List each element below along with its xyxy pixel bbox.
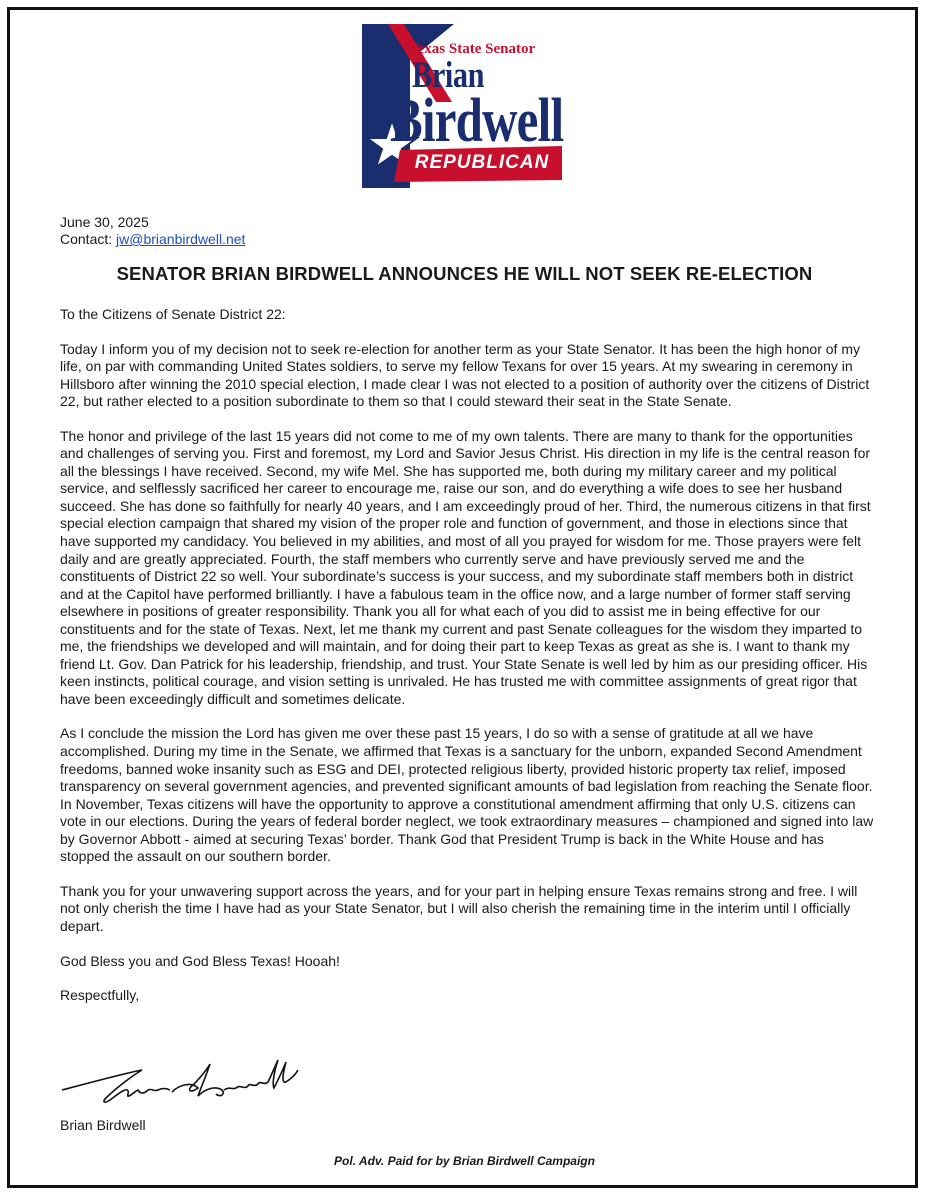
blessing: God Bless you and God Bless Texas! Hooah! [60,952,340,969]
contact-line [60,231,245,248]
release-date: June 30, 2025 [60,214,149,230]
paragraph-2: The honor and privilege of the last 15 years did not come to me of my own talents. There are many to thank for the opportunities and challenges of serving you. First and foremost, my Lord and Savior Jesus Christ. His direction in my life is the central reason for all the blessings I have received. Second, my wife Mel. She has supported me, both during my military career and my political service, and selflessly sacrificed her career to encourage me, raise our son, and do everything a wife does to see her husband succeed. She has done so faithfully for nearly 40 years, and I am exceedingly proud of her. Third, the numerous citizens in that first special election campaign that shared my vision of the proper role and function of government, and those in elections since that have supported my candidacy. You believed in my abilities, and most of all you prayed for wisdom for me. Those prayers were felt daily and are greatly appreciated. Fourth, the staff members who currently serve and have previously served me and the constituents of District 22 so well. Your subordinate’s success is your success, and my subordinate staff members both in district and at the Capitol have performed brilliantly. I have a fabulous team in the office now, and a large number of former staff serving elsewhere in positions of greater responsibility. Thank you all for what each of you did to assist me in being effective for our constituents and for the state of Texas. Next, let me thank my current and past Senate colleagues for the wisdom they imparted to me, the friendships we developed and will maintain, and for doing their part to keep Texas as great as she is. I want to thank my friend Lt. Gov. Dan Patrick for his leadership, friendship, and trust. Your State Senate is well led by him as our presiding officer. His keen instincts, political courage, and vision setting is unrivaled. He has trusted me with committee assignments of great rigor that have been exceedingly difficult and sometimes delicate. [60,427,871,707]
closing: Respectfully, [60,987,140,1004]
headline: SENATOR BRIAN BIRDWELL ANNOUNCES HE WILL NOT SEEK RE-ELECTION [116,263,813,284]
signer-name: Brian Birdwell [60,1117,146,1133]
signature-image [60,1054,310,1114]
logo-title-line: Texas State Senator [409,41,536,57]
release-meta [60,214,245,248]
paragraph-3: As I conclude the mission the Lord has given me over these past 15 years, I do so with a sense of gratitude at all we have accomplished. During my time in the Senate, we affirmed that Texas is a sanctuary for the unborn, expanded Second Amendment freedoms, banned woke insanity such as ESG and DEI, protected religious liberty, provided historic property tax relief, imposed transparency on several government agencies, and prevented significant amounts of bad legislation from reaching the Senate floor. In November, Texas citizens will have the opportunity to approve a constitutional amendment affirming that only U.S. citizens can vote in our elections. During the years of federal border neglect, we took extraordinary measures – championed and signed into law by Governor Abbott - aimed at securing Texas’ border. Thank God that President Trump is back in the White House and has stopped the assault on our southern border. [60,725,874,865]
logo-party: REPUBLICAN [414,152,550,173]
signature [60,1054,310,1114]
campaign-logo [362,24,566,188]
letter-body [60,306,875,1022]
contact-email-link[interactable]: jw@brianbirdwell.net [116,231,246,247]
logo-last-name: Birdwell [390,87,564,155]
paragraph-4: Thank you for your unwavering support across the years, and for your part in helping ensure Texas remains strong and free. I will not only cherish the time I have had as your State Senator, but I will also cherish the remaining time in the interim until I officially depart. [60,882,858,934]
paragraph-1: Today I inform you of my decision not to seek re-election for another term as your State Senator. It has been the high honor of my life, on par with commanding United States soldiers, to serve my fellow Texans for over 15 years. At my swearing in ceremony in Hillsboro after winning the 2010 special election, I made clear I was not elected to a position of authority over the citizens of District 22, but rather elected to a position subordinate to them so that I could steward their seat in the State Senate. [60,340,870,410]
paid-for-disclaimer: Pol. Adv. Paid for by Brian Birdwell Campaign [334,1154,595,1168]
salutation: To the Citizens of Senate District 22: [60,306,286,322]
logo-first-name: Brian [412,55,485,96]
contact-label: Contact: [60,231,113,247]
